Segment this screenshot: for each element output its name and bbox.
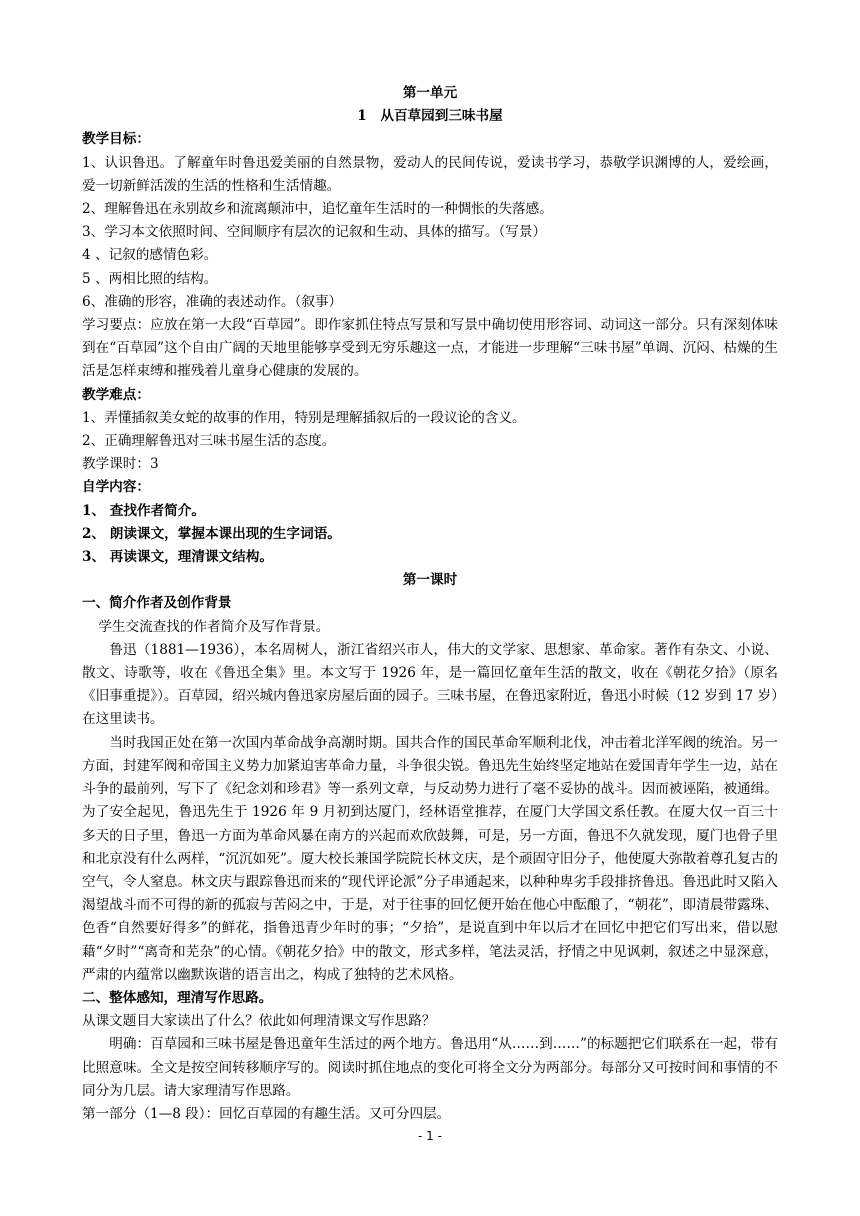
objective-item: 3、学习本文依照时间、空间顺序有层次的记叙和生动、具体的描写。（写景） [82,224,547,241]
section2-heading: 二、整体感知，理清写作思路。 [82,989,273,1006]
page-number: - 1 - [418,1129,442,1143]
self-study-item: 1、 查找作者简介。 [82,502,205,519]
key-points: 学习要点：应放在第一大段“百草园”。即作家抓住特点写景和写景中确切使用形容词、动词这一部分。只有深刻体味到在“百草园”这个自由广阔的天地里能够享受到无穷乐趣这一点，才能进一步理解“三味书屋”单调、沉闷、枯燥的生活是怎样束缚和摧残着儿童身心健康的发展的。 [82,317,778,380]
difficulty-item: 2、正确理解鲁迅对三味书屋生活的态度。 [82,433,336,450]
objective-item: 5 、两相比照的结构。 [82,270,218,287]
difficulty-item: 1、弄懂插叙美女蛇的故事的作用，特别是理解插叙后的一段议论的含义。 [82,409,526,426]
section1-intro: 学生交流查找的作者简介及写作背景。 [98,618,330,635]
self-study-item: 3、 再读课文，理清课文结构。 [82,549,273,566]
objective-item: 4 、记叙的感情色彩。 [82,247,218,264]
section2-answer: 明确：百草园和三味书屋是鲁迅童年生活过的两个地方。鲁迅用“从……到……”的标题把它们联系在一起，带有比照意味。全文是按空间转移顺序写的。阅读时抓住地点的变化可将全文分为两部分。每部分又可按时间和事情的不同分为几层。请大家理清写作思路。 [82,1036,778,1099]
lesson-title: 1 从百草园到三味书屋 [357,108,503,125]
section1-heading: 一、简介作者及创作背景 [82,595,232,612]
objectives-heading: 教学目标： [82,131,150,148]
objective-item: 1、认识鲁迅。了解童年时鲁迅爱美丽的自然景物，爱动人的民间传说，爱读书学习，恭敬学识渊博的人，爱绘画，爱一切新鲜活泼的生活的性格和生活情趣。 [82,154,778,194]
section1-paragraph-background: 当时我国正处在第一次国内革命战争高潮时期。国共合作的国民革命军顺利北伐，冲击着北洋军阀的统治。另一方面，封建军阀和帝国主义势力加紧迫害革命力量，斗争很尖锐。鲁迅先生始终坚定地站在爱国青年学生一边，站在斗争的最前列，写下了《纪念刘和珍君》等一系列文章，与反动势力进行了毫不妥协的战斗。因而被诬陷，被通缉。为了安全起见，鲁迅先生于 1926 年 9 月初到达厦门，经林语堂推荐，在厦门大学国文系任教。在厦大仅一百三十多天的日子里，鲁迅一方面为革命风暴在南方的兴起而欢欣鼓舞，可是，另一方面，鲁迅不久就发现，厦门也骨子里和北京没有什么两样，“沉沉如死”。厦大校长兼国学院院长林文庆，是个顽固守旧分子，他使厦大弥散着尊孔复古的空气，令人窒息。林文庆与跟踪鲁迅而来的“现代评论派”分子串通起来，以种种卑劣手段排挤鲁迅。鲁迅此时又陷入渴望战斗而不可得的新的孤寂与苦闷之中，于是，对于往事的回忆便开始在他心中酝酿了，“朝花”，即清晨带露珠、色香“自然要好得多”的鲜花，指鲁迅青少年时的事；“夕拾”，是说直到中年以后才在回忆中把它们写出来，借以慰藉“夕时”“离奇和芜杂”的心情。《朝花夕拾》中的散文，形式多样，笔法灵活，抒情之中见讽刺，叙述之中显深意，严肃的内蕴常以幽默诙谐的语言出之，构成了独特的艺术风格。 [82,734,778,983]
self-study-heading: 自学内容： [82,479,150,496]
lesson-one-title: 第一课时 [402,572,458,589]
section2-question: 从课文题目大家读出了什么？依此如何理清课文写作思路？ [82,1013,436,1030]
self-study-item: 2、 朗读课文，掌握本课出现的生字词语。 [82,525,341,542]
difficulties-heading: 教学难点： [82,386,150,403]
document-page [82,82,778,1126]
objective-item: 6、准确的形容，准确的表述动作。（叙事） [82,293,343,310]
objective-item: 2、理解鲁迅在永别故乡和流离颠沛中，追忆童年生活时的一种惆怅的失落感。 [82,201,553,218]
section1-paragraph-author: 鲁迅（1881—1936），本名周树人，浙江省绍兴市人，伟大的文学家、思想家、革命家。著作有杂文、小说、散文、诗歌等，收在《鲁迅全集》里。本文写于 1926 年，是一篇回忆童年生活的散文，收在《朝花夕拾》（原名《旧事重提》）。百草园，绍兴城内鲁迅家房屋后面的园子。三味书屋，在鲁迅家附近，鲁迅小时候（12 岁到 17 岁）在这里读书。 [82,641,778,728]
teaching-hours: 教学课时：3 [82,456,159,473]
unit-title: 第一单元 [402,85,458,101]
section2-part1: 第一部分（1—8 段）：回忆百草园的有趣生活。又可分四层。 [82,1105,451,1122]
